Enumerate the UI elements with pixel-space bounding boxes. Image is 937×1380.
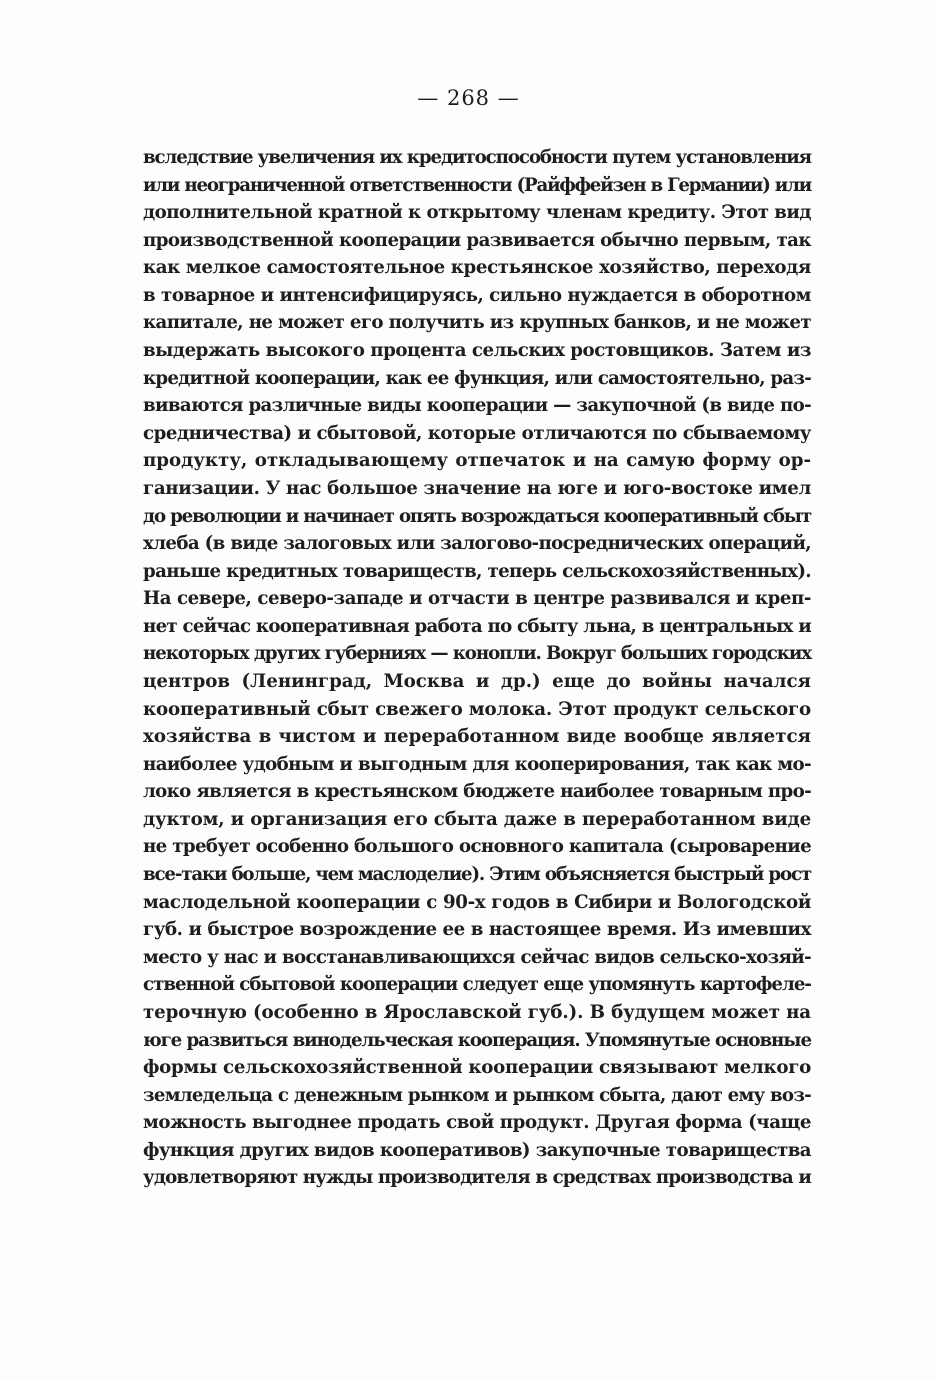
text-line: локо является в крестьянском бюджете наиболее товарным про-: [143, 781, 811, 803]
text-line: или неограниченной ответственности (Райффейзен в Германии) или: [143, 174, 811, 196]
text-line: можность выгоднее продать свой продукт. Другая форма (чаще: [143, 1112, 811, 1134]
text-line: дополнительной кратной к открытому членам кредиту. Этот вид: [143, 202, 811, 224]
text-line: до революции и начинает опять возрождаться кооперативный сбыт: [143, 505, 811, 527]
text-line: продукту, откладывающему отпечаток и на самую форму ор-: [143, 450, 811, 472]
text-line: не требует особенно большого основного капитала (сыроварение: [143, 836, 811, 858]
text-line: ганизации. У нас большое значение на юге и юго-востоке имел: [143, 477, 812, 499]
text-line: юге развиться винодельческая кооперация. Упомянутые основные: [143, 1029, 811, 1051]
text-line: раньше кредитных товариществ, теперь сельскохозяйственных).: [143, 560, 811, 582]
text-line: формы сельскохозяйственной кооперации связывают мелкого: [143, 1057, 811, 1079]
text-line: выдержать высокого процента сельских ростовщиков. Затем из: [143, 340, 811, 362]
text-line: маслодельной кооперации с 90-х годов в Сибири и Вологодской: [143, 891, 811, 913]
text-line: кооперативный сбыт свежего молока. Этот продукт сельского: [143, 698, 811, 720]
text-line: функция других видов кооперативов) закупочные товарищества: [143, 1139, 812, 1161]
text-line: виваются различные виды кооперации — закупочной (в виде по-: [143, 395, 811, 417]
text-line: все-таки больше, чем маслоделие). Этим объясняется быстрый рост: [143, 864, 811, 886]
text-line: хлеба (в виде залоговых или залогово-посреднических операций,: [143, 533, 811, 555]
text-line: хозяйства в чистом и переработанном виде вообще является: [143, 726, 811, 748]
text-line: земледельца с денежным рынком и рынком сбыта, дают ему воз-: [143, 1084, 811, 1106]
text-line: нет сейчас кооперативная работа по сбыту льна, в центральных и: [143, 615, 811, 637]
text-line: капитале, не может его получить из крупных банков, и не может: [143, 312, 811, 334]
text-line: производственной кооперации развивается обычно первым, так: [143, 229, 811, 251]
text-line: некоторых других губерниях — конопли. Вокруг больших городских: [143, 643, 811, 665]
text-line: центров (Ленинград, Москва и др.) еще до войны начался: [143, 670, 811, 692]
body-text: [143, 144, 811, 1192]
text-line: На севере, северо-западе и отчасти в центре развивался и креп-: [143, 588, 811, 610]
text-line: кредитной кооперации, как ее функция, или самостоятельно, раз-: [143, 367, 811, 389]
text-line: средничества) и сбытовой, которые отличаются по сбываемому: [143, 422, 811, 444]
text-line: удовлетворяют нужды производителя в средствах производства и: [143, 1167, 811, 1189]
text-line: наиболее удобным и выгодным для кооперирования, так как мо-: [143, 753, 811, 775]
text-line: место у нас и восстанавливающихся сейчас видов сельско-хозяй-: [143, 946, 811, 968]
text-line: дуктом, и организация его сбыта даже в переработанном виде: [143, 808, 811, 830]
page-number: — 268 —: [417, 86, 520, 110]
text-line: в товарное и интенсифицируясь, сильно нуждается в оборотном: [143, 284, 811, 306]
text-line: как мелкое самостоятельное крестьянское хозяйство, переходя: [143, 257, 812, 279]
text-line: губ. и быстрое возрождение ее в настоящее время. Из имевших: [143, 919, 811, 941]
text-line: терочную (особенно в Ярославской губ.). В будущем может на: [143, 1001, 811, 1023]
text-line: ственной сбытовой кооперации следует еще упомянуть картофеле-: [143, 974, 811, 996]
text-line: вследствие увеличения их кредитоспособности путем установления: [143, 147, 811, 168]
